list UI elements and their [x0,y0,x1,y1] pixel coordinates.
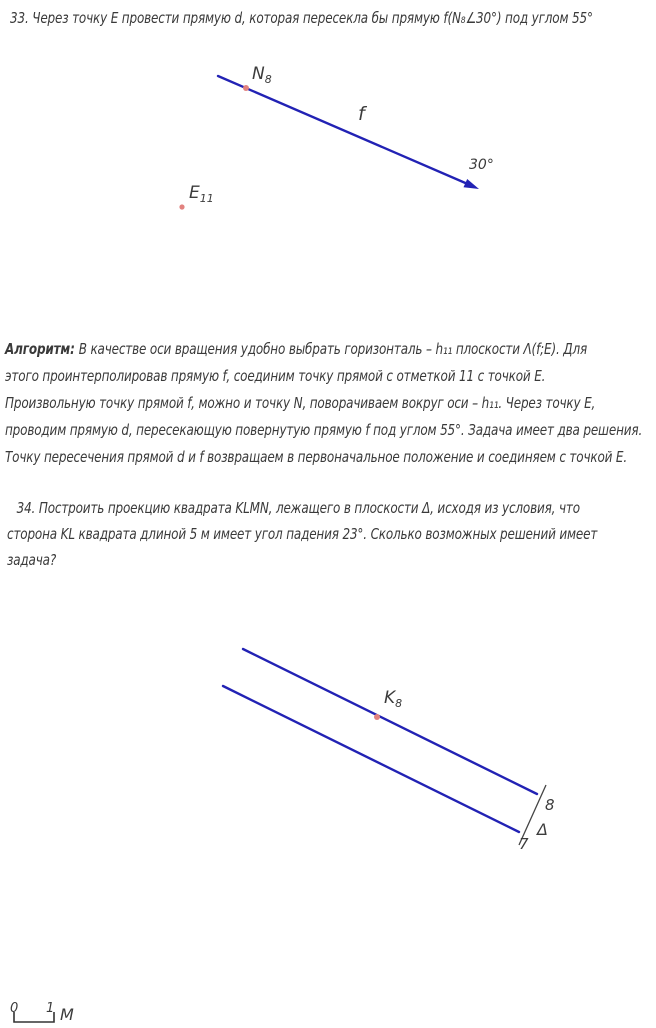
scale-unit-label: М [60,1005,74,1024]
point-N8-marker [243,85,249,91]
scale-zero-label: 0 [10,1001,19,1016]
point-N8-label: $N_8$ [252,64,272,86]
plane-horizontal-8 [243,649,537,794]
point-K8-marker [374,714,380,720]
scale-one-label: 1 [46,1001,55,1016]
plane-delta-label: Δ [537,820,548,839]
elevation-mark-8: 8 [545,796,555,814]
problem-33-title: 33. Через точку E провести прямую d, которая пересекла бы прямую f(N₈∠30°) под углом 55° [10,9,593,27]
figure-problem-34 [0,635,656,870]
problem-34-text [7,495,656,573]
plane-horizontal-7 [223,686,519,832]
problem-34-line: 34. Построить проекцию квадрата KLMN, лежащего в плоскости Δ, исходя из условия, что [16,499,580,517]
algorithm-paragraph [5,336,656,471]
algorithm-line: Произвольную точку прямой f, можно и точку N, поворачиваем вокруг оси – h₁₁. Через точку E, [5,394,596,412]
point-E11-label: $E_{11}$ [189,183,214,205]
point-K8-label: $K_8$ [384,688,403,710]
line-f-label: f [358,103,365,125]
scale-bar [0,990,140,1028]
problem-34-line: сторона KL квадрата длиной 5 м имеет угол падения 23°. Сколько возможных решений имеет [7,525,598,543]
algorithm-line: Точку пересечения прямой d и f возвращаем в первоначальное положение и соединяем с точкой E. [5,448,628,466]
figure-problem-33 [0,50,656,275]
dip-angle-label: 30° [469,157,494,173]
line-f [218,76,470,185]
algorithm-heading: Алгоритм: [5,340,75,358]
algorithm-line: проводим прямую d, пересекающую повернутую прямую f под углом 55°. Задача имеет два решения. [5,421,643,439]
point-E11-marker [179,204,184,209]
arrowhead-icon [464,179,480,189]
algorithm-line: Алгоритм: В качестве оси вращения удобно выбрать горизонталь – h₁₁ плоскости Λ(f;E). Для [5,340,588,358]
algorithm-line: этого проинтерполировав прямую f, соединим точку прямой с отметкой 11 с точкой E. [5,367,546,385]
problem-34-line: задача? [7,551,57,569]
elevation-mark-7: 7 [519,835,529,853]
